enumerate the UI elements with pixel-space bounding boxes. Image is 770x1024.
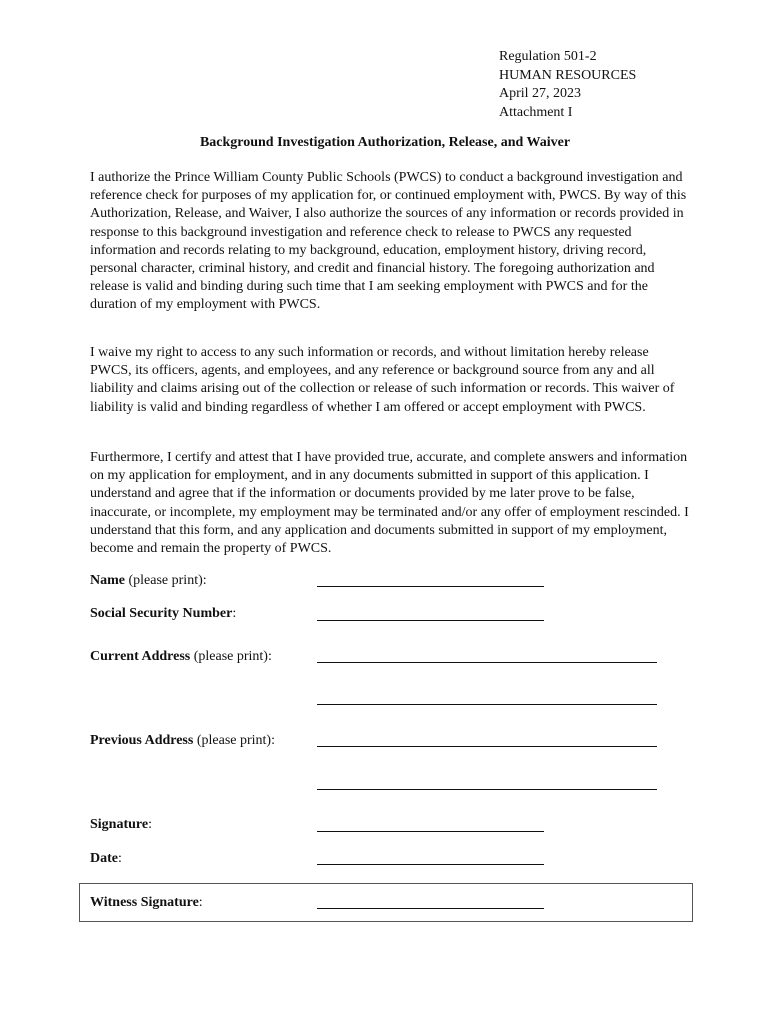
signature-label-note: : bbox=[148, 817, 152, 832]
witness-signature-field-label bbox=[90, 895, 203, 911]
date-field-label bbox=[90, 851, 122, 867]
current-address-label-note: (please print): bbox=[190, 649, 272, 664]
witness-signature-input-line[interactable] bbox=[317, 908, 544, 909]
previous-address-input-line-2[interactable] bbox=[317, 789, 657, 790]
regulation-number: Regulation 501-2 bbox=[499, 49, 597, 64]
previous-address-input-line-1[interactable] bbox=[317, 746, 657, 747]
waiver-paragraph: I waive my right to access to any such information or records, and without limitation hereby release PWCS, its officers, agents, and employees, and any reference or background source from any and all liability and claims arising out of the collection or release of such information or records. This waiver of liability is valid and binding regardless of whether I am offered or accept employment with PWCS. bbox=[90, 345, 675, 415]
witness-signature-label: Witness Signature bbox=[90, 895, 199, 910]
ssn-input-line[interactable] bbox=[317, 620, 544, 621]
current-address-field-label bbox=[90, 649, 272, 665]
ssn-field-label bbox=[90, 606, 236, 622]
signature-input-line[interactable] bbox=[317, 831, 544, 832]
signature-field-label bbox=[90, 817, 152, 833]
date-input-line[interactable] bbox=[317, 864, 544, 865]
signature-label: Signature bbox=[90, 817, 149, 832]
regulation-date: April 27, 2023 bbox=[499, 86, 582, 101]
regulation-header bbox=[499, 48, 636, 122]
name-label-note: (please print): bbox=[125, 573, 207, 588]
current-address-input-line-2[interactable] bbox=[317, 704, 657, 705]
ssn-label-note: : bbox=[232, 606, 237, 621]
authorization-paragraph: I authorize the Prince William County Public Schools (PWCS) to conduct a background investigation and reference check for purposes of my application for, or continued employment with, PWCS. By way of this Authorization, Release, and Waiver, I also authorize the sources of any information or records provided in response to this background investigation and reference check to release to PWCS any requested information and records relating to my background, education, employment history, driving record, personal character, criminal history, and credit and financial history. The foregoing authorization and release is valid and binding during such time that I am seeking employment with PWCS and for the duration of my employment with PWCS. bbox=[90, 170, 687, 313]
date-label: Date bbox=[90, 851, 118, 866]
attachment-label: Attachment I bbox=[499, 104, 573, 120]
document-title: Background Investigation Authorization, Release, and Waiver bbox=[199, 135, 571, 150]
department-name: HUMAN RESOURCES bbox=[499, 67, 637, 83]
name-input-line[interactable] bbox=[317, 586, 544, 587]
name-label: Name bbox=[90, 573, 125, 588]
current-address-input-line-1[interactable] bbox=[317, 662, 657, 663]
witness-signature-label-note: : bbox=[198, 895, 203, 910]
ssn-label: Social Security Number bbox=[90, 606, 233, 621]
name-field-label bbox=[90, 573, 207, 589]
previous-address-label-note: (please print): bbox=[193, 733, 275, 748]
current-address-label: Current Address bbox=[90, 649, 191, 664]
certification-paragraph: Furthermore, I certify and attest that I have provided true, accurate, and complete answers and information on my application for employment, and in any documents submitted in support of this application. I understand and agree that if the information or documents provided by me later prove to be false, inaccurate, or incomplete, my employment may be terminated and/or any offer of employment rescinded. I understand that this form, and any application and documents submitted in support of my employment, become and remain the property of PWCS. bbox=[90, 450, 689, 557]
previous-address-label: Previous Address bbox=[90, 733, 194, 748]
date-label-note: : bbox=[118, 851, 122, 866]
previous-address-field-label bbox=[90, 733, 275, 749]
